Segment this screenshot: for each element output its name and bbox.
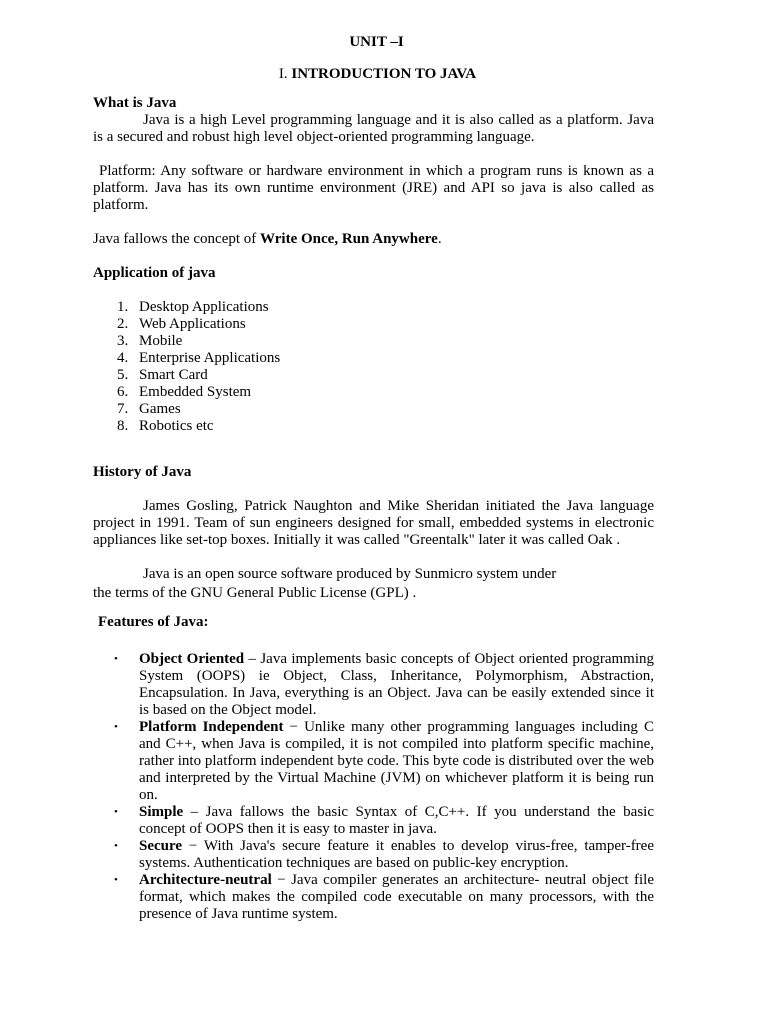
list-item bbox=[117, 333, 654, 350]
feature-item bbox=[114, 651, 654, 719]
feature-title: Secure bbox=[139, 838, 183, 854]
bullet-icon: • bbox=[114, 874, 118, 886]
feature-text: − With Java's secure feature it enables to develop virus-free, tamper-free systems. Authentication techniques are based on public-key encryption. bbox=[139, 838, 654, 871]
wora-sentence bbox=[93, 231, 654, 248]
feature-item bbox=[114, 872, 654, 923]
list-item bbox=[117, 418, 654, 435]
chapter-title bbox=[101, 66, 654, 83]
chapter-title-text: INTRODUCTION TO JAVA bbox=[291, 66, 477, 82]
feature-text: − Unlike many other programming languages including C and C++, when Java is compiled, it is not compiled into platform specific machine, rather into platform independent byte code. This byte code is distributed over the web and interpreted by the Virtual Machine (JVM) on whichever platform it is being run on. bbox=[139, 719, 654, 803]
list-item bbox=[117, 367, 654, 384]
list-item-label: Embedded System bbox=[139, 384, 252, 400]
wora-suffix: . bbox=[437, 231, 442, 247]
bullet-icon: • bbox=[114, 806, 118, 818]
list-item-label: Games bbox=[139, 401, 181, 417]
list-item bbox=[117, 384, 654, 401]
list-item-number: 7. bbox=[117, 401, 129, 417]
open-source-line-1: Java is an open source software produced by Sunmicro system under bbox=[143, 566, 557, 582]
bullet-icon: • bbox=[114, 840, 118, 852]
list-item bbox=[117, 401, 654, 418]
applications-list bbox=[93, 299, 654, 435]
feature-item bbox=[114, 804, 654, 838]
features-heading: Features of Java: bbox=[98, 614, 209, 630]
document-page bbox=[93, 34, 654, 923]
open-source-line-2: the terms of the GNU General Public License (GPL) . bbox=[93, 585, 417, 601]
list-item bbox=[117, 350, 654, 367]
list-item-label: Enterprise Applications bbox=[139, 350, 281, 366]
feature-item bbox=[114, 838, 654, 872]
chapter-number: I. bbox=[278, 66, 288, 82]
applications-heading: Application of java bbox=[93, 265, 216, 281]
list-item-label: Web Applications bbox=[139, 316, 246, 332]
list-item-number: 1. bbox=[117, 299, 129, 315]
history-heading: History of Java bbox=[93, 464, 192, 480]
feature-title: Platform Independent bbox=[139, 719, 284, 735]
feature-text: – Java fallows the basic Syntax of C,C++. If you understand the basic concept of OOPS then it is easy to master in java. bbox=[139, 804, 654, 837]
list-item-label: Mobile bbox=[139, 333, 183, 349]
wora-bold: Write Once, Run Anywhere bbox=[260, 231, 438, 247]
feature-title: Architecture-neutral bbox=[139, 872, 272, 888]
feature-title: Simple bbox=[139, 804, 184, 820]
feature-text: – Java implements basic concepts of Object oriented programming System (OOPS) ie Object, Class, Inheritance, Polymorphism, Abstraction, Encapsulation. In Java, everything is an Object. Java can be easily extended since it is based on the Object model. bbox=[139, 651, 654, 718]
list-item-label: Smart Card bbox=[139, 367, 208, 383]
list-item-number: 2. bbox=[117, 316, 129, 332]
list-item-label: Desktop Applications bbox=[139, 299, 269, 315]
unit-title: UNIT –I bbox=[349, 34, 404, 50]
history-paragraph: James Gosling, Patrick Naughton and Mike Sheridan initiated the Java language project in 1991. Team of sun engineers designed for small, embedded systems in electronic appliances like set-top boxes. Initially it was called "Greentalk" later it was called Oak . bbox=[93, 498, 654, 548]
what-is-java-paragraph: Java is a high Level programming language and it is also called as a platform. Java is a secured and robust high level object-oriented programming language. bbox=[93, 112, 654, 145]
list-item-label: Robotics etc bbox=[139, 418, 214, 434]
platform-paragraph: Platform: Any software or hardware environment in which a program runs is known as a platform. Java has its own runtime environment (JRE) and API so java is also called as platform. bbox=[93, 163, 654, 213]
list-item-number: 4. bbox=[117, 350, 129, 366]
bullet-icon: • bbox=[114, 653, 118, 665]
list-item-number: 8. bbox=[117, 418, 129, 434]
list-item-number: 5. bbox=[117, 367, 129, 383]
wora-prefix: Java fallows the concept of bbox=[93, 231, 261, 247]
list-item-number: 6. bbox=[117, 384, 129, 400]
feature-item bbox=[114, 719, 654, 804]
list-item bbox=[117, 316, 654, 333]
feature-text: − Java compiler generates an architecture- neutral object file format, which makes the compiled code executable on many processors, with the presence of Java runtime system. bbox=[139, 872, 654, 922]
bullet-icon: • bbox=[114, 721, 118, 733]
features-list bbox=[93, 651, 654, 923]
list-item-number: 3. bbox=[117, 333, 129, 349]
feature-title: Object Oriented bbox=[139, 651, 245, 667]
list-item bbox=[117, 299, 654, 316]
what-is-java-heading: What is Java bbox=[93, 95, 177, 111]
